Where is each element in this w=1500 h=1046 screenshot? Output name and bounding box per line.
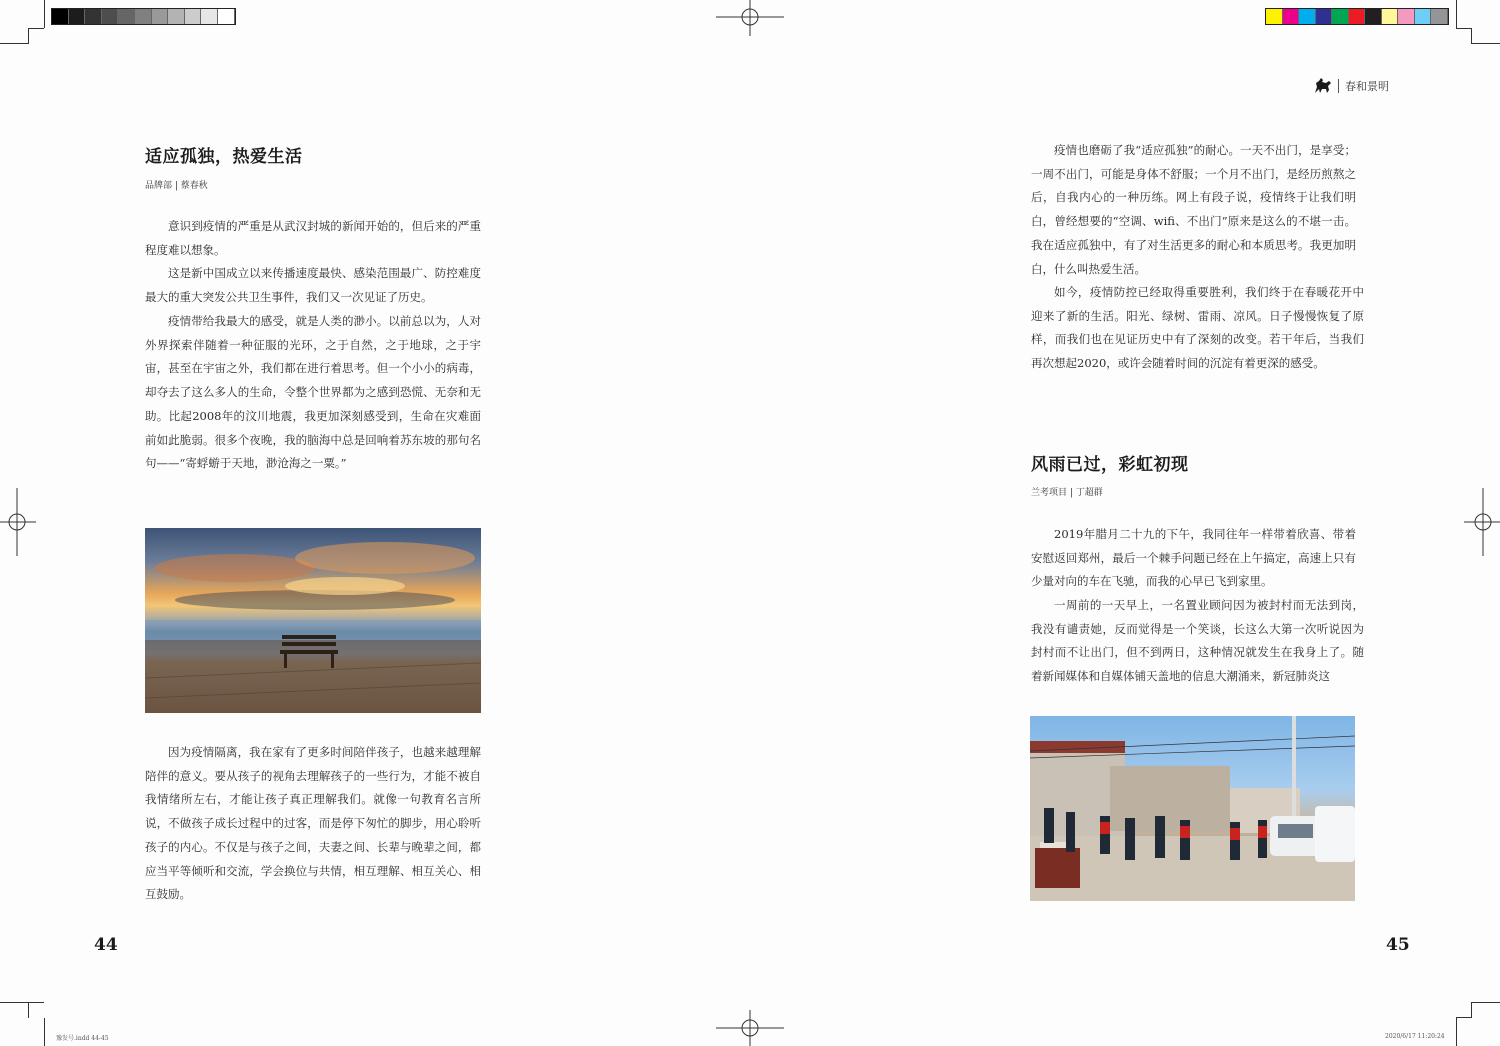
article-paragraph: 疫情带给我最大的感受，就是人类的渺小。以前总以为，人对外界探索伴随着一种征服的光环，之于自然，之于地球，之于宇宙，甚至在宇宙之外，我们都在进行着思考。但一个小小的病毒，却夺去了这么多人的生命，令整个世界都为之感到恐慌、无奈和无助。比起2008年的汶川地震，我更加深刻感受到，生命在灾难面前如此脆弱。很多个夜晚，我的脑海中总是回响着苏东坡的那句名句——“寄蜉蝣于天地，渺沧海之一粟。” xyxy=(145,314,481,471)
village-checkpoint-photo xyxy=(1030,716,1355,901)
horse-silhouette-icon xyxy=(1312,77,1332,95)
color-swatch xyxy=(52,9,69,24)
article-paragraph: 一周前的一天早上，一名置业顾问因为被封村而无法到岗，我没有谴责她，反而觉得是一个笑谈，长这么大第一次听说因为封村而不让出门，但不到两日，这种情况就发生在我身上了。随着新闻媒体和自媒体铺天盖地的信息大潮涌来，新冠肺炎这 xyxy=(1031,598,1364,684)
article-paragraph: 意识到疫情的严重是从武汉封城的新闻开始的，但后来的严重程度难以想象。 xyxy=(145,219,481,257)
color-swatch xyxy=(1431,9,1448,24)
registration-mark-bottom xyxy=(716,1006,784,1046)
grayscale-calibration-bar xyxy=(51,8,236,25)
sunset-bench-photo xyxy=(145,528,481,713)
color-swatch xyxy=(1398,9,1415,24)
color-swatch xyxy=(1299,9,1316,24)
color-swatch xyxy=(69,9,86,24)
color-swatch xyxy=(102,9,119,24)
color-swatch xyxy=(152,9,169,24)
registration-mark-left xyxy=(0,488,40,556)
header-separator xyxy=(1338,79,1339,93)
article-title-left: 适应孤独，热爱生活 xyxy=(145,147,303,167)
article-byline-left: 品牌部 | 蔡春秋 xyxy=(145,181,208,191)
color-swatch xyxy=(118,9,135,24)
article-paragraph: 因为疫情隔离，我在家有了更多时间陪伴孩子，也越来越理解陪伴的意义。要从孩子的视角去理解孩子的一些行为，才能不被自我情绪所左右，才能让孩子真正理解我们。就像一句教育名言所说，不做孩子成长过程中的过客，而是停下匆忙的脚步，用心聆听孩子的内心。不仅是与孩子之间，夫妻之间、长辈与晚辈之间，都应当平等倾听和交流，学会换位与共情，相互理解、相互关心、相互鼓励。 xyxy=(145,745,481,902)
color-swatch xyxy=(135,9,152,24)
color-swatch xyxy=(201,9,218,24)
article-title-right: 风雨已过，彩虹初现 xyxy=(1031,455,1189,475)
article-paragraph: 如今，疫情防控已经取得重要胜利，我们终于在春暖花开中迎来了新的生活。阳光、绿树、雷雨、凉风。日子慢慢恢复了原样，而我们也在见证历史中有了深刻的改变。若干年后，当我们再次想起2020，或许会随着时间的沉淀有着更深的感受。 xyxy=(1031,285,1364,371)
color-swatch xyxy=(218,9,235,24)
color-swatch xyxy=(1382,9,1399,24)
section-title: 春和景明 xyxy=(1345,80,1389,93)
color-swatch xyxy=(168,9,185,24)
color-swatch xyxy=(1415,9,1432,24)
color-swatch xyxy=(1316,9,1333,24)
registration-mark-top xyxy=(716,0,784,40)
color-swatch xyxy=(1349,9,1366,24)
color-swatch xyxy=(185,9,202,24)
article-byline-right: 兰考项目 | 丁超群 xyxy=(1031,488,1103,498)
article-paragraph: 这是新中国成立以来传播速度最快、感染范围最广、防控难度最大的重大突发公共卫生事件，我们又一次见证了历史。 xyxy=(145,266,481,304)
color-calibration-bar xyxy=(1265,8,1449,25)
section-header xyxy=(1312,77,1389,95)
color-swatch xyxy=(1332,9,1349,24)
page-number-right: 45 xyxy=(1386,935,1410,955)
file-slug: 豫发号.indd 44-45 xyxy=(56,1035,109,1042)
article-paragraph: 疫情也磨砺了我“适应孤独”的耐心。一天不出门，是享受；一周不出门，可能是身体不舒服；一个月不出门，是经历煎熬之后，自我内心的一种历练。网上有段子说，疫情终于让我们明白，曾经想要的“空调、wifi、不出门”原来是这么的不堪一击。我在适应孤独中，有了对生活更多的耐心和本质思考。我更加明白，什么叫热爱生活。 xyxy=(1031,143,1356,276)
color-swatch xyxy=(1283,9,1300,24)
page-number-left: 44 xyxy=(94,935,118,955)
color-swatch xyxy=(1365,9,1382,24)
print-timestamp: 2020/6/17 11:20:24 xyxy=(1385,1033,1445,1040)
registration-mark-right xyxy=(1460,488,1500,556)
article-paragraph: 2019年腊月二十九的下午，我同往年一样带着欣喜、带着安慰返回郑州，最后一个棘手问题已经在上午搞定，高速上只有少量对向的车在飞驰，而我的心早已飞到家里。 xyxy=(1031,527,1356,589)
color-swatch xyxy=(1266,9,1283,24)
color-swatch xyxy=(85,9,102,24)
